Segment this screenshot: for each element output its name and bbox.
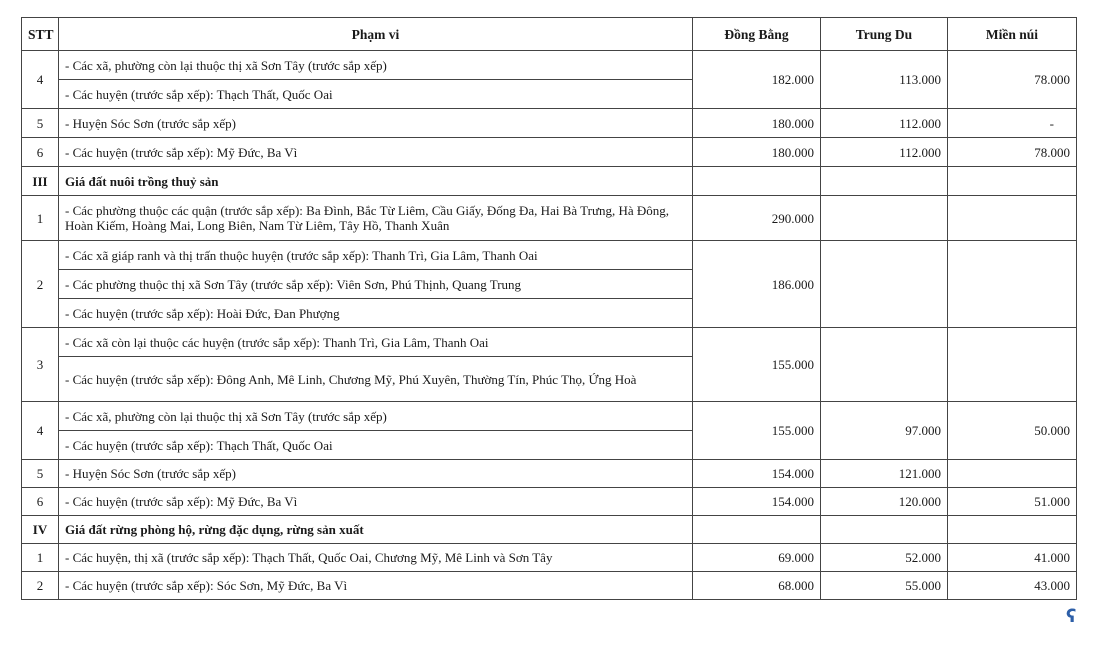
land-price-table: [21, 17, 1077, 600]
scope-cell: - Các xã, phường còn lại thuộc thị xã Sơn Tây (trước sắp xếp): [59, 51, 693, 80]
plain-price: 180.000: [693, 109, 821, 138]
section-title: Giá đất nuôi trồng thuỷ sản: [59, 167, 693, 196]
stt-cell: 5: [22, 460, 59, 488]
table-row: [22, 460, 1077, 488]
scope-cell: - Huyện Sóc Sơn (trước sắp xếp): [59, 460, 693, 488]
table-row: [22, 544, 1077, 572]
mountain-price: 78.000: [948, 138, 1077, 167]
midland-price: 52.000: [821, 544, 948, 572]
col-midland-header: Trung Du: [821, 18, 948, 51]
stt-cell: 4: [22, 402, 59, 460]
page-corner-mark: ʕ: [1066, 606, 1077, 627]
plain-price: 186.000: [693, 241, 821, 328]
midland-price: 112.000: [821, 138, 948, 167]
scope-cell: - Huyện Sóc Sơn (trước sắp xếp): [59, 109, 693, 138]
scope-cell: - Các huyện (trước sắp xếp): Sóc Sơn, Mỹ Đức, Ba Vì: [59, 572, 693, 600]
table-row: [22, 51, 1077, 80]
mountain-price: 43.000: [948, 572, 1077, 600]
stt-cell: 1: [22, 196, 59, 241]
stt-cell: 1: [22, 544, 59, 572]
section-row: [22, 167, 1077, 196]
plain-price: 290.000: [693, 196, 821, 241]
scope-cell: - Các huyện (trước sắp xếp): Mỹ Đức, Ba Vì: [59, 488, 693, 516]
scope-cell: - Các huyện, thị xã (trước sắp xếp): Thạch Thất, Quốc Oai, Chương Mỹ, Mê Linh và Sơn Tây: [59, 544, 693, 572]
table-row: [22, 138, 1077, 167]
header-row: [22, 18, 1077, 51]
mountain-price: 41.000: [948, 544, 1077, 572]
table-row: [22, 196, 1077, 241]
plain-price: 155.000: [693, 328, 821, 402]
stt-cell: 2: [22, 572, 59, 600]
midland-price: 112.000: [821, 109, 948, 138]
table-row: [22, 328, 1077, 357]
section-title: Giá đất rừng phòng hộ, rừng đặc dụng, rừng sản xuất: [59, 516, 693, 544]
scope-cell: - Các phường thuộc các quận (trước sắp xếp): Ba Đình, Bắc Từ Liêm, Cầu Giấy, Đống Đa, Hai Bà Trưng, Hà Đông, Hoàn Kiếm, Hoàng Mai, Long Biên, Nam Từ Liêm, Tây Hồ, Thanh Xuân: [59, 196, 693, 241]
scope-cell: - Các xã giáp ranh và thị trấn thuộc huyện (trước sắp xếp): Thanh Trì, Gia Lâm, Thanh Oai: [59, 241, 693, 270]
plain-price: 154.000: [693, 488, 821, 516]
stt-cell: 3: [22, 328, 59, 402]
midland-price: 120.000: [821, 488, 948, 516]
plain-price: 69.000: [693, 544, 821, 572]
plain-price: 154.000: [693, 460, 821, 488]
mountain-price: -: [948, 109, 1077, 138]
table-row: [22, 402, 1077, 431]
midland-price: 121.000: [821, 460, 948, 488]
stt-cell: 6: [22, 488, 59, 516]
section-number: III: [22, 167, 59, 196]
scope-cell: - Các huyện (trước sắp xếp): Đông Anh, Mê Linh, Chương Mỹ, Phú Xuyên, Thường Tín, Phúc Thọ, Ứng Hoà: [59, 357, 693, 402]
scope-cell: - Các huyện (trước sắp xếp): Hoài Đức, Đan Phượng: [59, 299, 693, 328]
mountain-price: 50.000: [948, 402, 1077, 460]
scope-cell: - Các xã còn lại thuộc các huyện (trước sắp xếp): Thanh Trì, Gia Lâm, Thanh Oai: [59, 328, 693, 357]
plain-price: 155.000: [693, 402, 821, 460]
plain-price: 180.000: [693, 138, 821, 167]
midland-price: 55.000: [821, 572, 948, 600]
midland-price: 113.000: [821, 51, 948, 109]
stt-cell: 5: [22, 109, 59, 138]
midland-price: 97.000: [821, 402, 948, 460]
stt-cell: 2: [22, 241, 59, 328]
section-number: IV: [22, 516, 59, 544]
scope-cell: - Các huyện (trước sắp xếp): Mỹ Đức, Ba Vì: [59, 138, 693, 167]
col-stt-header: STT: [22, 18, 59, 51]
plain-price: 182.000: [693, 51, 821, 109]
stt-cell: 4: [22, 51, 59, 109]
mountain-price: 51.000: [948, 488, 1077, 516]
stt-cell: 6: [22, 138, 59, 167]
table-row: [22, 572, 1077, 600]
col-mountain-header: Miền núi: [948, 18, 1077, 51]
table-row: [22, 241, 1077, 270]
scope-cell: - Các xã, phường còn lại thuộc thị xã Sơn Tây (trước sắp xếp): [59, 402, 693, 431]
section-row: [22, 516, 1077, 544]
plain-price: 68.000: [693, 572, 821, 600]
table-row: [22, 488, 1077, 516]
mountain-price: 78.000: [948, 51, 1077, 109]
scope-cell: - Các phường thuộc thị xã Sơn Tây (trước sắp xếp): Viên Sơn, Phú Thịnh, Quang Trung: [59, 270, 693, 299]
col-scope-header: Phạm vi: [59, 18, 693, 51]
col-plain-header: Đồng Bằng: [693, 18, 821, 51]
scope-cell: - Các huyện (trước sắp xếp): Thạch Thất, Quốc Oai: [59, 80, 693, 109]
scope-cell: - Các huyện (trước sắp xếp): Thạch Thất, Quốc Oai: [59, 431, 693, 460]
table-row: [22, 109, 1077, 138]
